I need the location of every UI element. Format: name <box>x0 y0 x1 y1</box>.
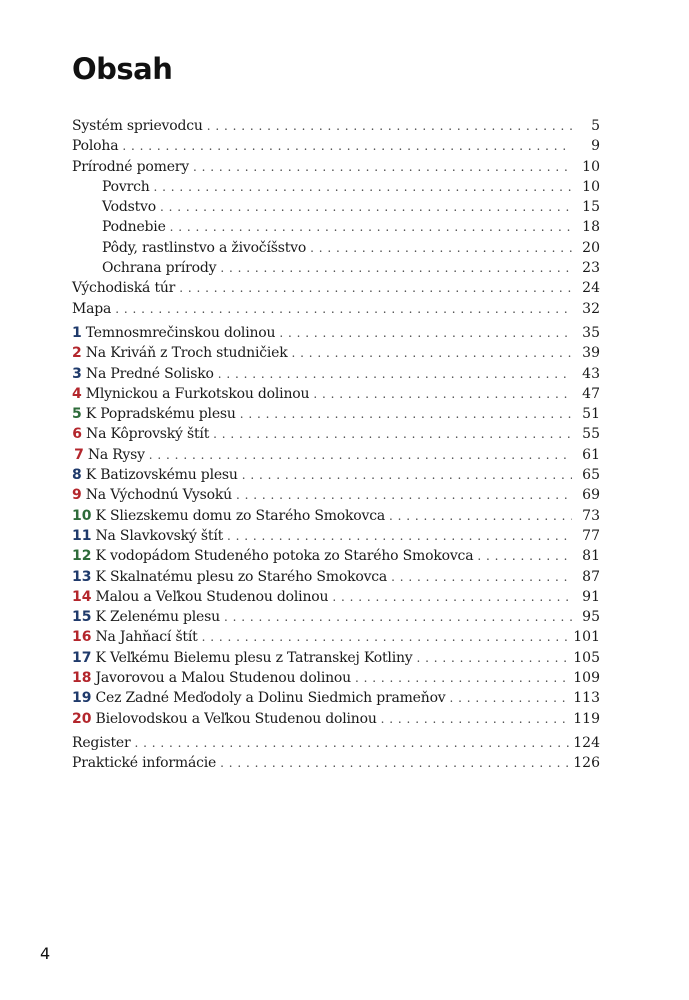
toc-entry[interactable] <box>72 445 600 465</box>
tour-number: 11 <box>72 527 92 544</box>
entry-label: K Zelenému plesu <box>95 609 220 626</box>
leader-dots <box>240 404 572 424</box>
leader-dots <box>450 688 570 708</box>
entry-label: Na Rysy <box>87 446 145 463</box>
tour-number: 17 <box>72 649 92 666</box>
toc-entry[interactable] <box>72 485 600 505</box>
entry-page: 43 <box>582 365 600 382</box>
tour-number: 8 <box>72 467 82 484</box>
page-title: Obsah <box>72 52 173 86</box>
leader-dots <box>193 157 572 177</box>
entry-label: K Skalnatému plesu zo Starého Smokovca <box>95 568 388 585</box>
entry-page: 113 <box>573 690 600 707</box>
leader-dots <box>134 733 569 753</box>
entry-page: 73 <box>582 507 600 524</box>
entry-label: Register <box>72 734 131 751</box>
tour-number: 20 <box>72 710 92 727</box>
toc-entry[interactable] <box>72 526 600 546</box>
tour-number: 9 <box>72 487 82 504</box>
entry-label: Javorovou a Malou Studenou dolinou <box>95 670 351 687</box>
toc-entry[interactable] <box>72 688 600 708</box>
entry-page: 105 <box>573 649 600 666</box>
toc-entry[interactable] <box>72 733 600 753</box>
leader-dots <box>355 668 569 688</box>
leader-dots <box>179 278 572 298</box>
leader-dots <box>236 485 572 505</box>
entry-label: Mlynickou a Furkotskou dolinou <box>85 385 310 402</box>
toc-entry[interactable] <box>72 116 600 136</box>
entry-page: 109 <box>573 670 600 687</box>
tour-number: 12 <box>72 548 92 565</box>
toc-entry[interactable] <box>72 567 600 587</box>
leader-dots <box>207 116 572 136</box>
entry-page: 69 <box>582 487 600 504</box>
entry-label: K vodopádom Studeného potoka zo Starého Smokovca <box>95 548 474 565</box>
toc-entry[interactable] <box>72 753 600 773</box>
toc-entry[interactable] <box>72 136 600 156</box>
entry-label: K Batizovskému plesu <box>85 467 238 484</box>
entry-page: 18 <box>582 219 600 236</box>
toc-entry[interactable] <box>72 546 600 566</box>
page-number: 4 <box>40 944 51 963</box>
entry-page: 77 <box>582 527 600 544</box>
toc-entry[interactable] <box>72 238 600 258</box>
entry-page: 124 <box>573 734 600 751</box>
toc-entry[interactable] <box>72 607 600 627</box>
leader-dots <box>170 217 572 237</box>
entry-label: Na Slavkovský štít <box>95 527 224 544</box>
leader-dots <box>417 648 570 668</box>
toc-entry[interactable] <box>72 299 600 319</box>
entry-page: 5 <box>591 118 600 134</box>
entry-page: 61 <box>582 446 600 463</box>
entry-label: Východiská túr <box>72 280 176 297</box>
entry-page: 51 <box>582 406 600 423</box>
leader-dots <box>292 343 572 363</box>
toc-entry[interactable] <box>72 278 600 298</box>
entry-label: Na Východnú Vysokú <box>85 487 232 504</box>
entry-label: Cez Zadné Meďodoly a Dolinu Siedmich prameňov <box>95 690 446 707</box>
tour-number: 4 <box>72 385 82 402</box>
tour-number: 19 <box>72 690 92 707</box>
toc-entry[interactable] <box>72 343 600 363</box>
entry-page: 55 <box>582 426 600 443</box>
toc-entry[interactable] <box>72 424 600 444</box>
tour-number: 10 <box>72 507 92 524</box>
entry-page: 15 <box>582 199 600 216</box>
tour-number: 15 <box>72 609 92 626</box>
entry-page: 81 <box>582 548 600 565</box>
entry-label: Praktické informácie <box>72 755 217 772</box>
toc-entry[interactable] <box>72 384 600 404</box>
entry-page: 126 <box>573 755 600 772</box>
toc-entry[interactable] <box>72 648 600 668</box>
tours-section <box>72 323 600 729</box>
entry-page: 87 <box>582 568 600 585</box>
entry-label: Poloha <box>72 138 119 155</box>
entry-page: 91 <box>582 588 600 605</box>
entry-label: Vodstvo <box>102 199 156 216</box>
entry-label: K Veľkému Bielemu plesu z Tatranskej Kotliny <box>95 649 413 666</box>
tour-number: 1 <box>72 324 82 341</box>
entry-page: 32 <box>582 300 600 317</box>
toc-entry[interactable] <box>72 258 600 278</box>
entry-page: 10 <box>582 158 600 175</box>
entry-label: Bielovodskou a Veľkou Studenou dolinou <box>95 710 377 727</box>
toc-entry[interactable] <box>72 506 600 526</box>
leader-dots <box>213 424 572 444</box>
tour-number: 14 <box>72 588 92 605</box>
entry-label: Malou a Veľkou Studenou dolinou <box>95 588 329 605</box>
entry-label: Mapa <box>72 300 112 317</box>
tour-number: 6 <box>72 426 83 443</box>
leader-dots <box>310 238 572 258</box>
entry-label: Prírodné pomery <box>72 158 189 175</box>
leader-dots <box>227 526 572 546</box>
entry-label: K Popradskému plesu <box>85 406 236 423</box>
entry-label: Podnebie <box>102 219 166 236</box>
toc-entry[interactable] <box>72 465 600 485</box>
tour-number: 3 <box>72 365 82 382</box>
entry-page: 65 <box>582 467 600 484</box>
entry-page: 101 <box>573 629 600 646</box>
leader-dots <box>389 506 572 526</box>
tour-number: 16 <box>72 629 92 646</box>
toc-entry[interactable] <box>72 177 600 197</box>
tour-number: 7 <box>74 446 84 463</box>
leader-dots <box>332 587 572 607</box>
entry-label: Na Jahňací štít <box>95 629 198 646</box>
leader-dots <box>224 607 572 627</box>
toc-entry[interactable] <box>72 668 600 688</box>
toc-entry[interactable] <box>72 364 600 384</box>
entry-page: 24 <box>582 280 600 297</box>
leader-dots <box>313 384 572 404</box>
entry-page: 10 <box>582 178 600 195</box>
toc-entry[interactable] <box>72 323 600 343</box>
leader-dots <box>149 445 572 465</box>
entry-page: 47 <box>582 385 600 402</box>
entry-label: Na Kôprovský štít <box>86 426 210 443</box>
leader-dots <box>220 753 569 773</box>
tour-number: 13 <box>72 568 92 585</box>
entry-page: 39 <box>582 345 600 362</box>
toc-entry[interactable] <box>72 217 600 237</box>
toc-entry[interactable] <box>72 587 600 607</box>
leader-dots <box>202 627 570 647</box>
leader-dots <box>381 709 570 729</box>
entry-label: Ochrana prírody <box>102 260 217 277</box>
entry-page: 95 <box>582 609 600 626</box>
entry-label: Povrch <box>102 178 150 195</box>
leader-dots <box>279 323 572 343</box>
intro-section <box>72 116 600 319</box>
toc-entry[interactable] <box>72 709 600 729</box>
entry-page: 9 <box>591 138 600 155</box>
leader-dots <box>220 258 572 278</box>
toc-entry[interactable] <box>72 627 600 647</box>
leader-dots <box>218 364 572 384</box>
leader-dots <box>154 177 572 197</box>
leader-dots <box>115 299 572 319</box>
entry-page: 23 <box>582 260 600 277</box>
entry-label: K Sliezskemu domu zo Starého Smokovca <box>95 507 386 524</box>
entry-label: Pôdy, rastlinstvo a živočíšstvo <box>102 239 307 256</box>
entry-label: Na Predné Solisko <box>85 365 214 382</box>
toc-entry[interactable] <box>72 404 600 424</box>
toc-entry[interactable] <box>72 197 600 217</box>
entry-label: Na Kriváň z Troch studničiek <box>85 345 288 362</box>
tour-number: 5 <box>72 406 82 423</box>
leader-dots <box>160 197 572 217</box>
tour-number: 2 <box>72 345 82 362</box>
leader-dots <box>242 465 572 485</box>
leader-dots <box>391 567 572 587</box>
entry-label: Temnosmrečinskou dolinou <box>85 324 276 341</box>
entry-page: 35 <box>582 324 600 341</box>
entry-label: Systém sprievodcu <box>72 118 203 134</box>
tour-number: 18 <box>72 670 92 687</box>
leader-dots <box>122 136 572 156</box>
leader-dots <box>477 546 572 566</box>
entry-page: 20 <box>582 239 600 256</box>
appendix-section <box>72 733 600 774</box>
entry-page: 119 <box>573 710 600 727</box>
table-of-contents <box>72 116 600 774</box>
toc-entry[interactable] <box>72 157 600 177</box>
